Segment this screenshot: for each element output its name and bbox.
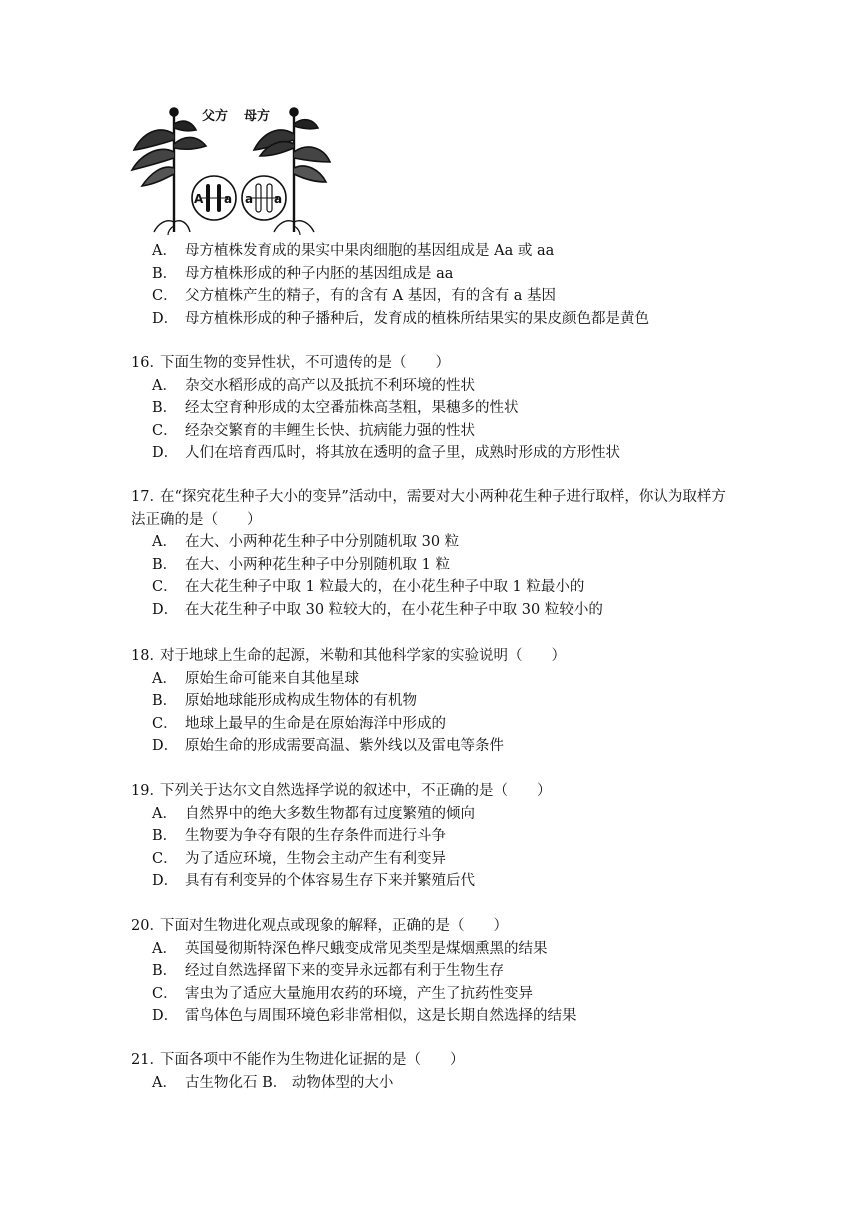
question-stem: 20．下面对生物进化观点或现象的解释，正确的是（ ） — [131, 918, 508, 934]
option-c: C． 害虫为了适应大量施用农药的环境，产生了抗药性变异 — [152, 985, 533, 1002]
option-d: D． 母方植株形成的种子播种后，发育成的植株所结果实的果皮颜色都是黄色 — [152, 310, 649, 327]
question-stem: 19．下列关于达尔文自然选择学说的叙述中，不正确的是（ ） — [131, 783, 552, 799]
question-19 — [131, 780, 751, 893]
option-b: B． 原始地球能形成构成生物体的有机物 — [152, 693, 417, 709]
option-d: D． 雷鸟体色与周围环境色彩非常相似，这是长期自然选择的结果 — [152, 1008, 577, 1024]
plant-genetics-figure — [128, 104, 332, 236]
father-plant-illustration — [132, 108, 206, 235]
option-a: A． 在大、小两种花生种子中分别随机取 30 粒 — [152, 534, 460, 550]
question-15-options — [131, 240, 751, 330]
option-c: C． 经杂交繁育的丰鲤生长快、抗病能力强的性状 — [152, 422, 475, 439]
father-label: 父方 — [202, 109, 229, 124]
question-16-options — [131, 375, 751, 465]
option-b: B． 母方植株形成的种子内胚的基因组成是 aa — [152, 265, 454, 282]
question-17 — [131, 486, 731, 621]
option-c: C． 在大花生种子中取 1 粒最大的，在小花生种子中取 1 粒最小的 — [152, 579, 585, 595]
father-gene-circle — [192, 176, 236, 220]
question-20 — [131, 915, 751, 1028]
mother-gene-circle — [242, 176, 286, 220]
option-a: A． 杂交水稻形成的高产以及抵抗不利环境的性状 — [152, 377, 475, 394]
mother-gene-a-right: a — [274, 192, 283, 206]
father-gene-a-lower: a — [224, 192, 233, 206]
option-d: D． 在大花生种子中取 30 粒较大的，在小花生种子中取 30 粒较小的 — [152, 601, 603, 618]
question-16 — [131, 352, 751, 465]
question-stem: 16．下面生物的变异性状，不可遗传的是（ ） — [131, 355, 450, 371]
mother-gene-a-left: a — [245, 192, 254, 206]
option-d: D． 原始生命的形成需要高温、紫外线以及雷电等条件 — [152, 738, 504, 754]
mother-label: 母方 — [244, 109, 271, 124]
question-17-options — [131, 531, 731, 621]
option-a: A． 自然界中的绝大多数生物都有过度繁殖的倾向 — [152, 805, 475, 822]
option-d: D． 人们在培育西瓜时，将其放在透明的盒子里，成熟时形成的方形性状 — [152, 445, 620, 461]
option-b: B． 经太空育种形成的太空番茄株高茎粗，果穗多的性状 — [152, 400, 519, 416]
question-18 — [131, 645, 751, 758]
option-c: C． 父方植株产生的精子，有的含有 A 基因，有的含有 a 基因 — [152, 288, 557, 304]
option-a: A． 原始生命可能来自其他星球 — [152, 670, 359, 687]
option-a: A． 英国曼彻斯特深色桦尺蛾变成常见类型是煤烟熏黑的结果 — [152, 940, 548, 957]
question-15 — [131, 240, 751, 330]
option-d: D． 具有有利变异的个体容易生存下来并繁殖后代 — [152, 873, 475, 889]
question-21-options — [131, 1072, 751, 1095]
option-b: B． 经过自然选择留下来的变异永远都有利于生物生存 — [152, 963, 504, 979]
option-a: A． 母方植株发育成的果实中果肉细胞的基因组成是 Aa 或 aa — [152, 243, 555, 259]
question-19-options — [131, 803, 751, 893]
question-21 — [131, 1049, 751, 1094]
option-c: C． 为了适应环境，生物会主动产生有利变异 — [152, 850, 446, 867]
option-c: C． 地球上最早的生命是在原始海洋中形成的 — [152, 715, 446, 732]
question-stem: 17．在“探究花生种子大小的变异”活动中，需要对大小两种花生种子进行取样，你认为取样方法正确的是（ ） — [131, 489, 726, 528]
option-b: B． 生物要为争夺有限的生存条件而进行斗争 — [152, 828, 446, 844]
question-stem: 18．对于地球上生命的起源，米勒和其他科学家的实验说明（ ） — [131, 648, 566, 664]
question-20-options — [131, 938, 751, 1028]
question-stem: 21．下面各项中不能作为生物进化证据的是（ ） — [131, 1052, 465, 1068]
option-b: B． 在大、小两种花生种子中分别随机取 1 粒 — [152, 556, 450, 573]
question-18-options — [131, 668, 751, 758]
option-a: A． 古生物化石 B． 动物体型的大小 — [152, 1074, 394, 1091]
father-gene-a-upper: A — [194, 192, 204, 206]
